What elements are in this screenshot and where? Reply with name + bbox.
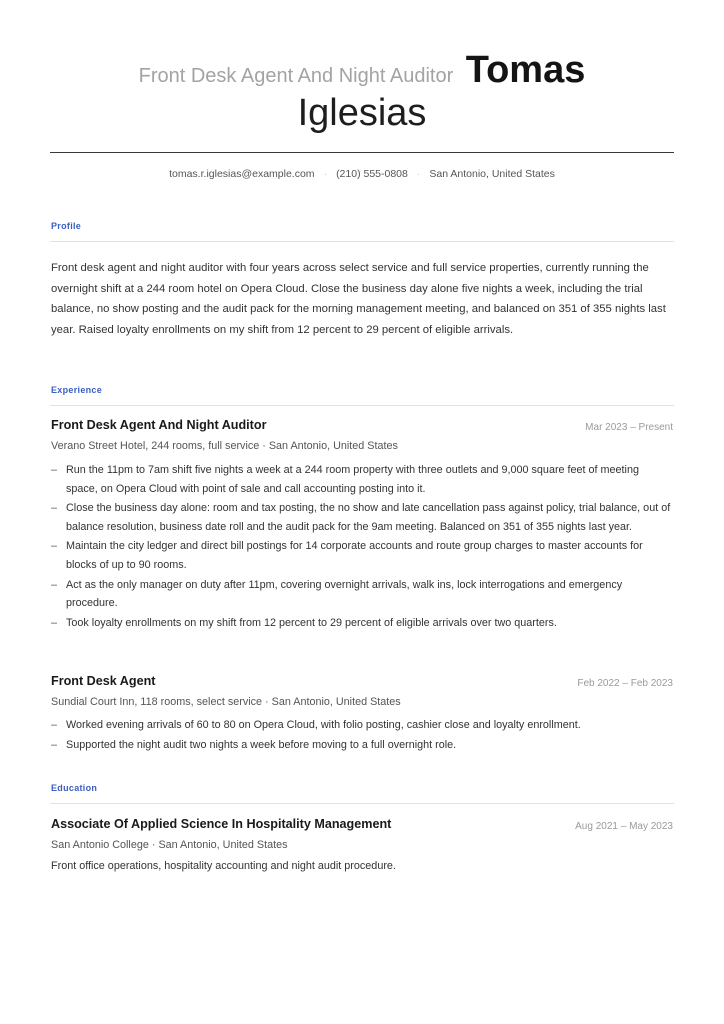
job-dates-1: Mar 2023 – Present — [585, 422, 673, 433]
contact-email[interactable]: tomas.r.iglesias@example.com — [169, 168, 315, 180]
bullet-dash: – — [51, 540, 58, 553]
degree-dates: Aug 2021 – May 2023 — [575, 821, 673, 832]
header-divider — [50, 152, 674, 153]
profile-summary: Front desk agent and night auditor with four years across select service and full service properties, currently running the overnight shift at a 244 room hotel on Opera Cloud. Close the business day alone five nights a week, including the trial balance, no show posting and the audit pack for the morning management meeting, and balanced on 351 of 355 nights last year. Raised loyalty enrollments on my shift from 12 percent to 29 percent of eligible arrivals. — [51, 262, 666, 336]
school-name: San Antonio College · San Antonio, United States — [51, 839, 288, 851]
bullet-dash: – — [51, 464, 58, 476]
list-item: – Maintain the city ledger and direct bill postings for 14 corporate accounts and route group charges to master accounts for blocks of up to 90 rooms. — [51, 537, 673, 574]
contact-line — [50, 168, 674, 180]
contact-separator: · — [323, 168, 328, 180]
section-heading-education: Education — [51, 783, 98, 793]
list-item: – Worked evening arrivals of 60 to 80 on Opera Cloud, with folio posting, cashier close and loyalty enrollment. — [51, 716, 673, 735]
bullet-dash: – — [51, 616, 58, 629]
bullet-dash: – — [51, 578, 58, 591]
degree-description: Front office operations, hospitality accounting and night audit procedure. — [51, 860, 396, 872]
section-heading-experience: Experience — [51, 385, 103, 395]
contact-phone[interactable]: (210) 555-0808 — [336, 168, 408, 180]
degree-title: Associate Of Applied Science In Hospitality Management — [51, 817, 392, 831]
job-bullets-2 — [51, 716, 673, 755]
job-title-2: Front Desk Agent — [51, 674, 156, 688]
job-title-1: Front Desk Agent And Night Auditor — [51, 418, 267, 432]
bullet-dash: – — [51, 502, 58, 515]
job-employer-1: Verano Street Hotel, 244 rooms, full service · San Antonio, United States — [51, 440, 398, 452]
job-employer-2: Sundial Court Inn, 118 rooms, select service · San Antonio, United States — [51, 696, 401, 708]
section-divider — [50, 803, 674, 804]
list-item: – Took loyalty enrollments on my shift from 12 percent to 29 percent of eligible arrivals over two quarters. — [51, 614, 673, 633]
job-dates-2: Feb 2022 – Feb 2023 — [577, 678, 673, 689]
list-item: – Supported the night audit two nights a week before moving to a full overnight role. — [51, 736, 673, 755]
section-divider — [50, 241, 674, 242]
list-item: – Close the business day alone: room and tax posting, the no show and late cancellation pass against policy, trial balance, out of balance resolution, business date roll and the audit pack for the 9am meeting. Balanced on 351 of 355 nights last year. — [51, 499, 673, 536]
section-divider — [50, 405, 674, 406]
last-name: Iglesias — [297, 92, 427, 134]
section-heading-profile: Profile — [51, 221, 82, 231]
resume-header — [50, 44, 674, 134]
list-item: – Act as the only manager on duty after 11pm, covering overnight arrivals, walk ins, lock interrogations and emergency procedure. — [51, 576, 673, 613]
job-bullets-1 — [51, 461, 673, 633]
first-name: Tomas — [465, 49, 586, 91]
list-item: – Run the 11pm to 7am shift five nights a week at a 244 room property with three outlets and 9,000 square feet of meeting space, on Opera Cloud with point of sale and call accounting posting into it. — [51, 461, 673, 498]
bullet-dash: – — [51, 719, 58, 731]
bullet-dash: – — [51, 738, 58, 751]
contact-separator: · — [416, 168, 421, 180]
contact-location: San Antonio, United States — [429, 168, 555, 180]
job-title: Front Desk Agent And Night Auditor — [138, 65, 454, 87]
